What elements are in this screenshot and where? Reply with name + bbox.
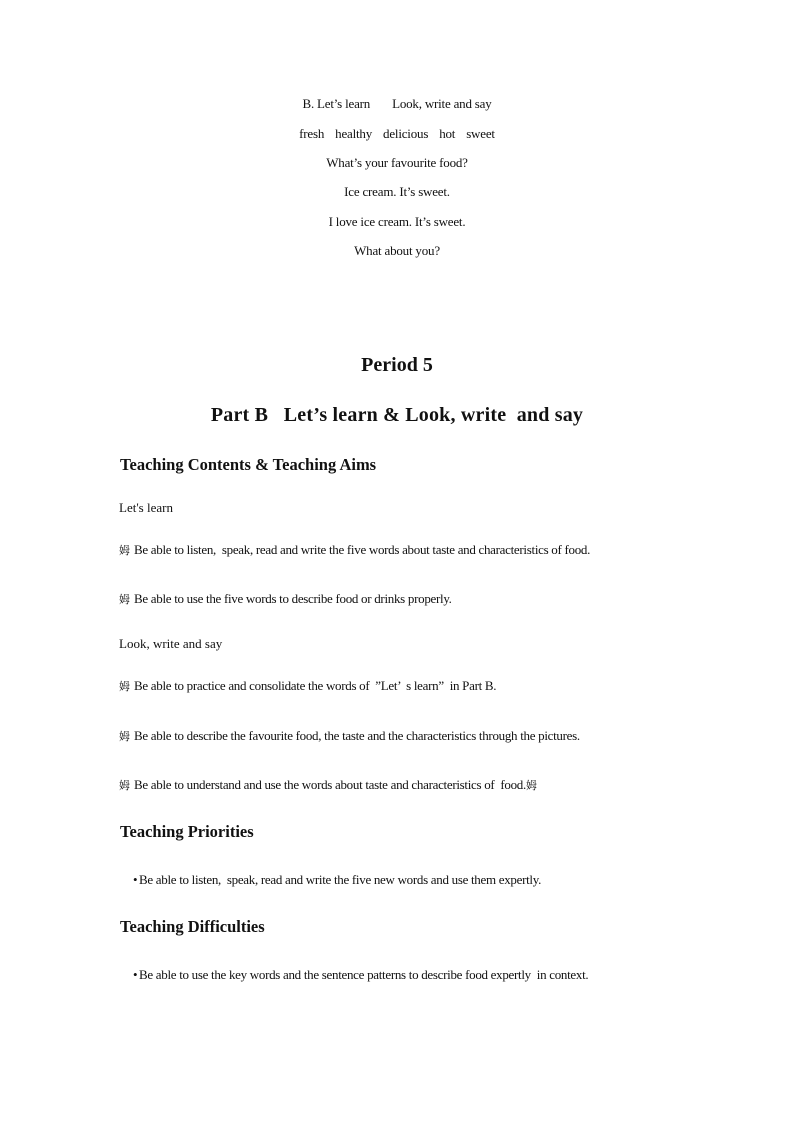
aim-item [119, 728, 580, 744]
dialogue-line: I love ice cream. It’s sweet. [328, 214, 466, 229]
priority-item [133, 872, 541, 888]
intro-task-label: Look, write and say [392, 96, 492, 111]
bullet-icon: • [133, 967, 138, 982]
aim-item [119, 542, 590, 558]
lets-learn-label: Let's learn [119, 500, 173, 515]
difficulty-item [133, 967, 588, 983]
vocab-word: sweet [466, 126, 495, 141]
intro-title-line [0, 96, 794, 112]
part-title: Part B Let’s learn & Look, write and say [210, 404, 584, 426]
aim-text: Be able to practice and consolidate the words of ”Let’ s learn” in Part B. [134, 678, 497, 693]
dialogue-line: What’s your favourite food? [326, 155, 468, 170]
difficulties-heading: Teaching Difficulties [120, 917, 265, 936]
trailing-marker-icon: 姆 [525, 779, 537, 792]
dialogue-line: What about you? [354, 243, 440, 258]
aim-text: Be able to listen, speak, read and write the five words about taste and characteristics of food. [134, 542, 591, 557]
priority-text: Be able to listen, speak, read and write the five new words and use them expertly. [139, 872, 542, 887]
vocab-word: healthy [335, 126, 373, 141]
vocab-word: fresh [299, 126, 325, 141]
dialogue-line: Ice cream. It’s sweet. [344, 184, 450, 199]
aim-item [119, 777, 541, 793]
aim-item [119, 591, 452, 607]
period-title: Period 5 [361, 354, 433, 376]
vocab-word: delicious [383, 126, 429, 141]
difficulty-text: Be able to use the key words and the sentence patterns to describe food expertly in context. [139, 967, 589, 982]
list-marker-icon: 姆 [119, 593, 130, 606]
list-marker-icon: 姆 [119, 544, 130, 557]
intro-part-label: B. Let’s learn [302, 96, 371, 111]
vocab-word: hot [439, 126, 456, 141]
vocabulary-word-list [0, 126, 794, 142]
list-marker-icon: 姆 [119, 680, 130, 693]
aim-text: Be able to use the five words to describe food or drinks properly. [134, 591, 452, 606]
contents-aims-heading: Teaching Contents & Teaching Aims [120, 455, 377, 474]
priorities-heading: Teaching Priorities [120, 822, 254, 841]
aim-text: Be able to describe the favourite food, the taste and the characteristics through the pictures. [134, 728, 580, 743]
aim-item [119, 678, 496, 694]
aim-text: Be able to understand and use the words about taste and characteristics of food. [134, 777, 526, 792]
list-marker-icon: 姆 [119, 779, 130, 792]
look-write-label: Look, write and say [119, 636, 223, 651]
list-marker-icon: 姆 [119, 730, 130, 743]
bullet-icon: • [133, 872, 138, 887]
